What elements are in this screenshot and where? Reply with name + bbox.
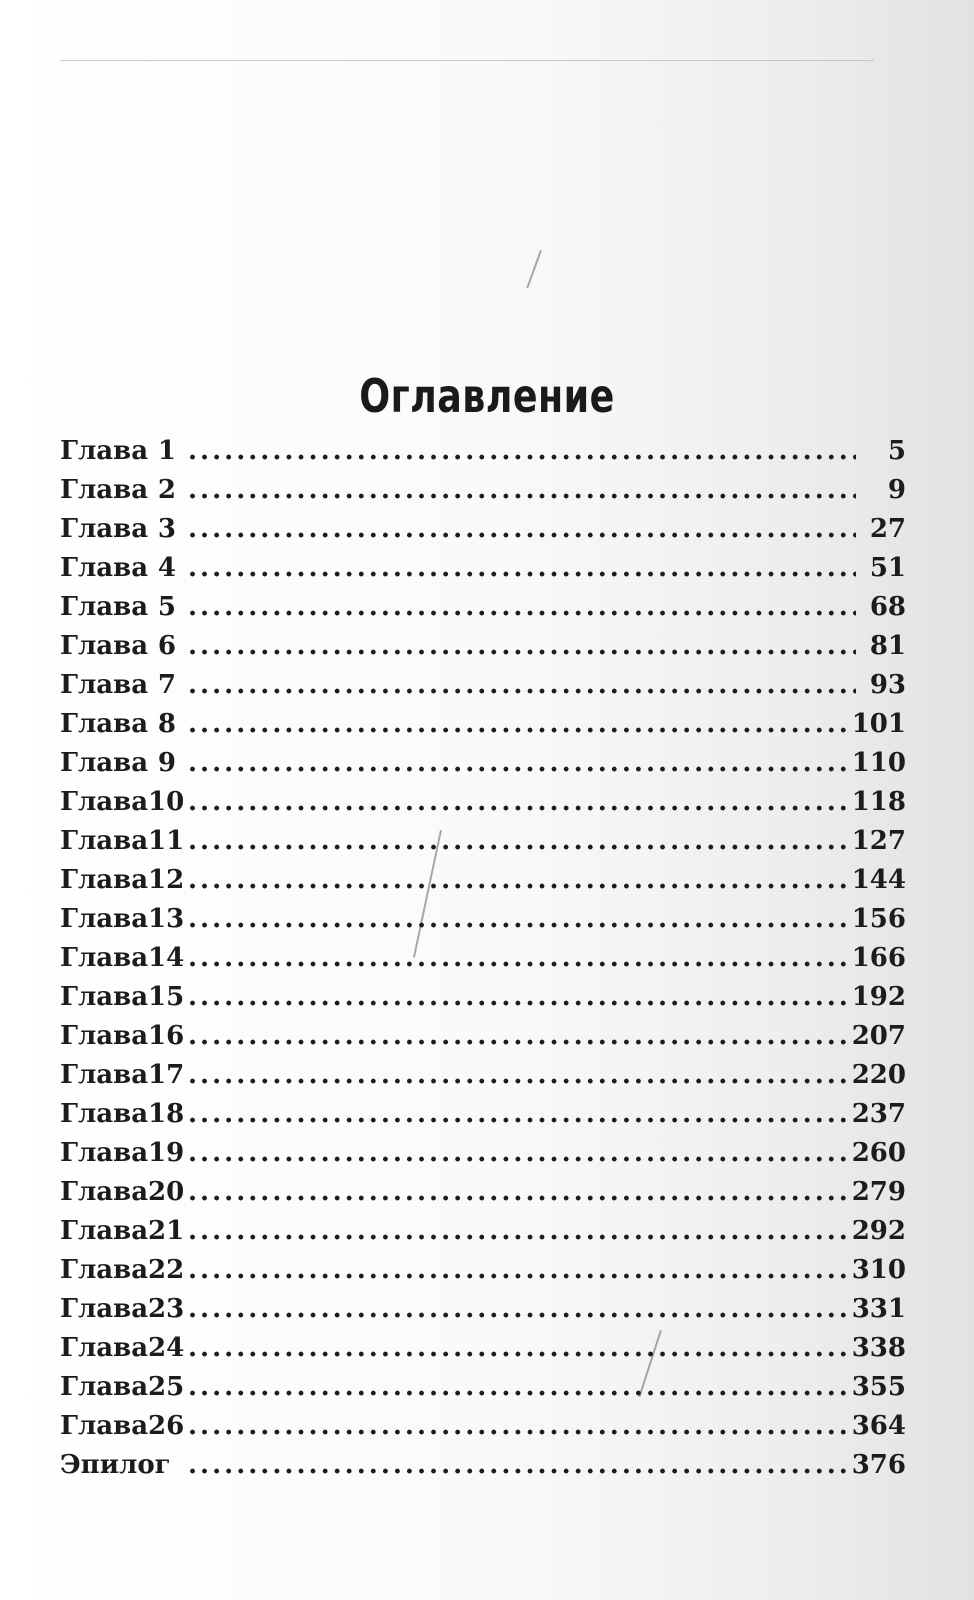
- toc-page-number: 192: [851, 982, 906, 1012]
- toc-entry-label: [60, 709, 178, 739]
- toc-dot-leader: [188, 1216, 846, 1246]
- toc-dot-leader: [188, 1099, 846, 1129]
- toc-entry-chapter-17: [60, 1060, 906, 1099]
- toc-entry-label: [60, 1411, 185, 1441]
- toc-entry-label: [60, 787, 185, 817]
- toc-entry-word: Глава: [60, 1411, 149, 1441]
- toc-page-number: 220: [851, 1060, 906, 1090]
- toc-entry-word: Глава: [60, 436, 149, 466]
- toc-entry-chapter-15: [60, 982, 906, 1021]
- toc-entry-label: [60, 670, 178, 700]
- toc-entry-label: [60, 1216, 185, 1246]
- toc-entry-chapter-5: [60, 592, 906, 631]
- toc-dot-leader: [188, 592, 856, 622]
- toc-entry-word: Глава: [60, 904, 149, 934]
- toc-entry-chapter-13: [60, 904, 906, 943]
- toc-entry-number: 9: [157, 748, 176, 778]
- toc-entry-chapter-24: [60, 1333, 906, 1372]
- toc-entry-chapter-23: [60, 1294, 906, 1333]
- toc-dot-leader: [188, 1411, 846, 1441]
- toc-page-number: 118: [851, 787, 906, 817]
- toc-entry-word: Глава: [60, 553, 149, 583]
- toc-dot-leader: [188, 1372, 846, 1402]
- toc-entry-label: [60, 1294, 185, 1324]
- toc-entry-label: [60, 514, 178, 544]
- toc-dot-leader: [188, 904, 846, 934]
- toc-page-number: 93: [869, 670, 906, 700]
- toc-page-number: 279: [851, 1177, 906, 1207]
- toc-dot-leader: [188, 1255, 846, 1285]
- toc-page-number: 144: [851, 865, 906, 895]
- toc-entry-number: 25: [148, 1372, 185, 1402]
- toc-dot-leader: [188, 670, 856, 700]
- toc-dot-leader: [188, 1333, 846, 1363]
- toc-entry-chapter-22: [60, 1255, 906, 1294]
- toc-page-number: 310: [851, 1255, 906, 1285]
- toc-page-number: 156: [851, 904, 906, 934]
- toc-entry-chapter-21: [60, 1216, 906, 1255]
- toc-entry-number: 17: [148, 1060, 185, 1090]
- toc-entry-number: 23: [148, 1294, 185, 1324]
- toc-entry-number: 21: [148, 1216, 185, 1246]
- toc-entry-word: Глава: [60, 1177, 149, 1207]
- toc-page-number: 260: [851, 1138, 906, 1168]
- toc-entry-number: 4: [157, 553, 176, 583]
- toc-entry-label: [60, 982, 185, 1012]
- toc-entry-chapter-11: [60, 826, 906, 865]
- toc-entry-label: [60, 1450, 178, 1480]
- toc-entry-word: Глава: [60, 1216, 149, 1246]
- toc-entry-label: [60, 475, 178, 505]
- toc-entry-label: [60, 1099, 185, 1129]
- toc-dot-leader: [188, 709, 846, 739]
- toc-entry-chapter-18: [60, 1099, 906, 1138]
- toc-entry-number: 22: [148, 1255, 185, 1285]
- toc-entry-chapter-4: [60, 553, 906, 592]
- toc-entry-label: [60, 1177, 185, 1207]
- toc-entry-chapter-10: [60, 787, 906, 826]
- toc-entry-word: Глава: [60, 631, 149, 661]
- toc-entry-number: 19: [148, 1138, 185, 1168]
- toc-entry-label: [60, 1138, 185, 1168]
- toc-entry-number: 14: [148, 943, 185, 973]
- toc-entry-chapter-16: [60, 1021, 906, 1060]
- toc-entry-chapter-19: [60, 1138, 906, 1177]
- header-rule: [60, 60, 874, 61]
- toc-dot-leader: [188, 1060, 846, 1090]
- toc-entry-chapter-8: [60, 709, 906, 748]
- toc-entry-chapter-26: [60, 1411, 906, 1450]
- toc-entry-word: Глава: [60, 514, 149, 544]
- toc-entry-number: 16: [148, 1021, 185, 1051]
- toc-page-number: 166: [851, 943, 906, 973]
- toc-page-number: 355: [851, 1372, 906, 1402]
- toc-entry-number: 11: [148, 826, 185, 856]
- toc-entry-word: Глава: [60, 748, 149, 778]
- toc-entry-number: 15: [148, 982, 185, 1012]
- toc-entry-word: Глава: [60, 475, 149, 505]
- toc-page-number: 27: [869, 514, 906, 544]
- toc-entry-chapter-9: [60, 748, 906, 787]
- toc-dot-leader: [188, 475, 856, 505]
- toc-entry-label: [60, 592, 178, 622]
- toc-page-number: 292: [851, 1216, 906, 1246]
- toc-page-number: 364: [851, 1411, 906, 1441]
- toc-dot-leader: [188, 1138, 846, 1168]
- toc-dot-leader: [188, 1294, 846, 1324]
- toc-entry-chapter-6: [60, 631, 906, 670]
- toc-entry-word: Глава: [60, 1060, 149, 1090]
- toc-entry-word: Глава: [60, 982, 149, 1012]
- toc-title: Оглавление: [359, 368, 615, 423]
- toc-page-number: 237: [851, 1099, 906, 1129]
- toc-page-number: 376: [851, 1450, 906, 1480]
- toc-entry-number: 5: [157, 592, 176, 622]
- toc-entry-label: [60, 1021, 185, 1051]
- toc-entry-number: 24: [148, 1333, 185, 1363]
- toc-dot-leader: [188, 1021, 846, 1051]
- toc-dot-leader: [188, 943, 846, 973]
- toc-entry-chapter-7: [60, 670, 906, 709]
- toc-entry-label: [60, 1060, 185, 1090]
- toc-entry-word: Глава: [60, 670, 149, 700]
- toc-entry-number: 1: [157, 436, 176, 466]
- pencil-mark: [526, 250, 542, 288]
- toc-entry-chapter-20: [60, 1177, 906, 1216]
- toc-entry-label: [60, 1372, 185, 1402]
- toc-entry-label: [60, 1255, 185, 1285]
- toc-entry-chapter-2: [60, 475, 906, 514]
- toc-dot-leader: [188, 982, 846, 1012]
- toc-page-number: 110: [851, 748, 906, 778]
- toc-page-number: 127: [851, 826, 906, 856]
- toc-page-number: 68: [869, 592, 906, 622]
- toc-entry-word: Эпилог: [60, 1450, 171, 1480]
- toc-dot-leader: [188, 436, 856, 466]
- toc-page-number: 207: [851, 1021, 906, 1051]
- toc-page-number: 331: [851, 1294, 906, 1324]
- toc-entry-word: Глава: [60, 709, 149, 739]
- table-of-contents: [60, 436, 906, 1489]
- toc-entry-number: 10: [148, 787, 185, 817]
- toc-entry-label: [60, 943, 185, 973]
- toc-dot-leader: [188, 1450, 846, 1480]
- toc-dot-leader: [188, 826, 846, 856]
- toc-page-number: 51: [869, 553, 906, 583]
- toc-entry-label: [60, 748, 178, 778]
- toc-entry-number: 6: [157, 631, 176, 661]
- toc-page-number: 101: [851, 709, 906, 739]
- toc-entry-number: 18: [148, 1099, 185, 1129]
- toc-entry-word: Глава: [60, 1333, 149, 1363]
- toc-entry-number: 7: [157, 670, 176, 700]
- toc-entry-label: [60, 631, 178, 661]
- toc-page-number: 5: [887, 436, 906, 466]
- toc-dot-leader: [188, 631, 856, 661]
- toc-dot-leader: [188, 1177, 846, 1207]
- toc-entry-number: 26: [148, 1411, 185, 1441]
- toc-entry-word: Глава: [60, 592, 149, 622]
- toc-entry-word: Глава: [60, 865, 149, 895]
- toc-entry-number: 13: [148, 904, 185, 934]
- toc-entry-label: [60, 865, 185, 895]
- toc-entry-word: Глава: [60, 1294, 149, 1324]
- toc-dot-leader: [188, 553, 856, 583]
- toc-entry-number: 8: [157, 709, 176, 739]
- toc-entry-label: [60, 553, 178, 583]
- toc-entry-chapter-25: [60, 1372, 906, 1411]
- toc-entry-number: 12: [148, 865, 185, 895]
- toc-entry-label: [60, 436, 178, 466]
- toc-entry-chapter-14: [60, 943, 906, 982]
- toc-entry-word: Глава: [60, 787, 149, 817]
- toc-entry-chapter-12: [60, 865, 906, 904]
- toc-entry-word: Глава: [60, 943, 149, 973]
- toc-entry-number: 3: [157, 514, 176, 544]
- toc-page-number: 81: [869, 631, 906, 661]
- toc-page-number: 9: [887, 475, 906, 505]
- toc-entry-epilog: [60, 1450, 906, 1489]
- toc-entry-word: Глава: [60, 1255, 149, 1285]
- toc-page-number: 338: [851, 1333, 906, 1363]
- toc-entry-label: [60, 1333, 185, 1363]
- toc-entry-word: Глава: [60, 1021, 149, 1051]
- toc-entry-number: 2: [157, 475, 176, 505]
- toc-entry-word: Глава: [60, 826, 149, 856]
- toc-dot-leader: [188, 787, 846, 817]
- toc-entry-label: [60, 826, 185, 856]
- toc-dot-leader: [188, 514, 856, 544]
- toc-dot-leader: [188, 865, 846, 895]
- toc-entry-word: Глава: [60, 1138, 149, 1168]
- toc-entry-chapter-3: [60, 514, 906, 553]
- toc-entry-word: Глава: [60, 1099, 149, 1129]
- toc-dot-leader: [188, 748, 846, 778]
- toc-entry-number: 20: [148, 1177, 185, 1207]
- toc-entry-word: Глава: [60, 1372, 149, 1402]
- toc-entry-chapter-1: [60, 436, 906, 475]
- toc-entry-label: [60, 904, 185, 934]
